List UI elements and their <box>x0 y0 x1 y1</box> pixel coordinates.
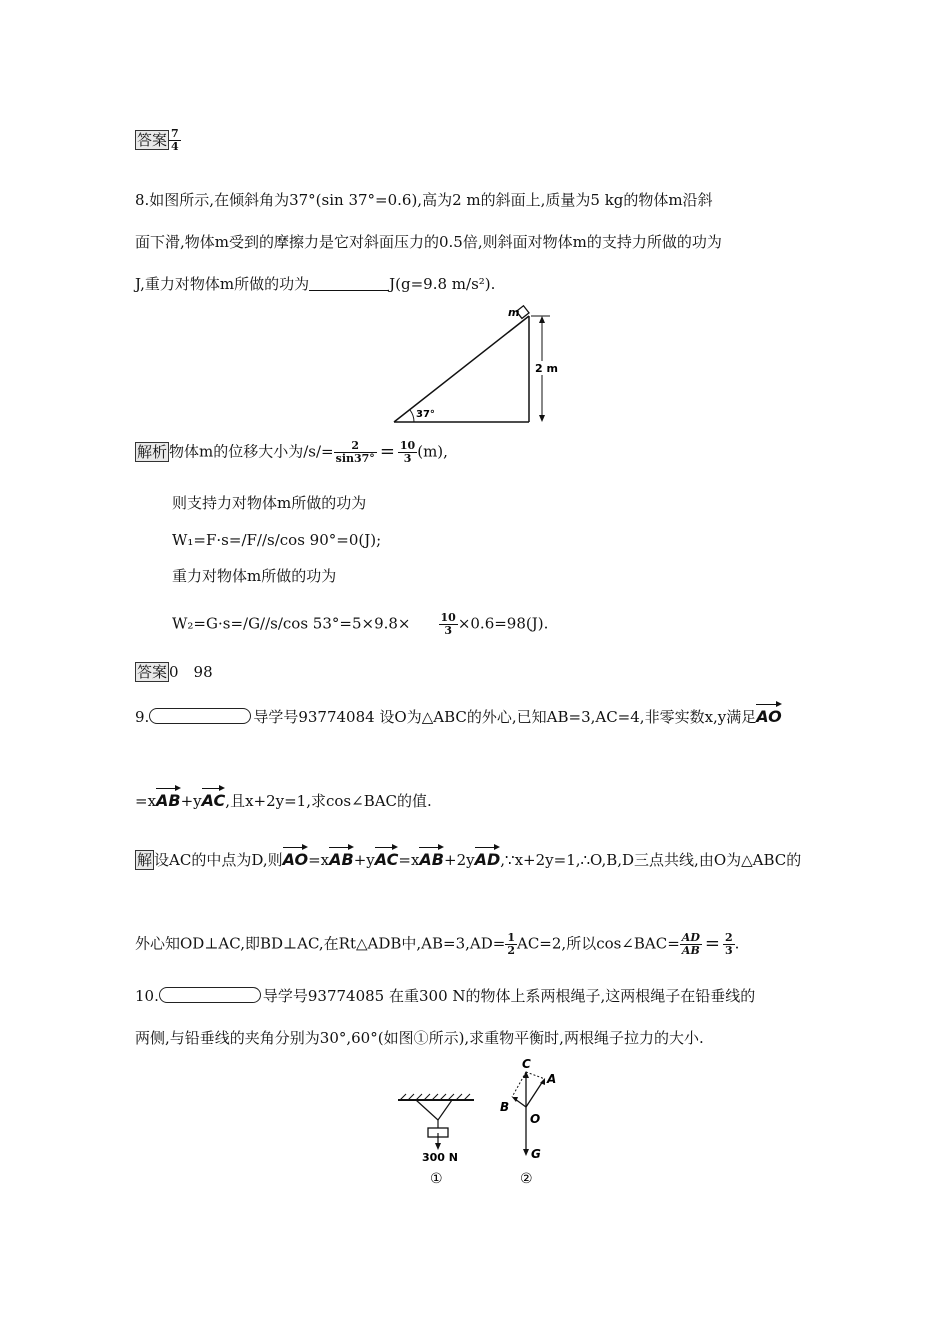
weight-arrow-head <box>435 1143 441 1150</box>
fraction-2-sin37 <box>334 440 377 465</box>
answer-fraction <box>169 128 181 153</box>
incline-slope <box>394 316 529 422</box>
arrow-G-head <box>523 1149 529 1156</box>
q8-line3-a: J,重力对物体m所做的功为 <box>135 275 310 293</box>
answer-7 <box>135 128 181 153</box>
solution-label: 解 <box>137 851 153 869</box>
fraction-num: 10 <box>399 439 416 452</box>
answer-label: 答案 <box>137 663 168 681</box>
plus-y: +y <box>180 792 202 810</box>
vector-AC: AC <box>375 846 399 870</box>
plus-y: +y <box>353 851 375 869</box>
fraction-10-3 <box>439 612 458 637</box>
q8-line3 <box>135 274 495 294</box>
sol8-line3: W₁=F·s=/F//s/cos 90°=0(J); <box>172 531 382 549</box>
label-B: B <box>500 1100 510 1114</box>
vector-AO: AO <box>283 846 309 870</box>
vector-AB: AB <box>156 787 181 811</box>
label-G: G <box>531 1147 541 1161</box>
figure-2 <box>500 1057 556 1187</box>
fraction-den: 3 <box>444 624 452 637</box>
figure-1-caption: ① <box>430 1171 443 1187</box>
sol8-line4: 重力对物体m所做的功为 <box>172 567 337 585</box>
equals-sign: = <box>379 440 395 462</box>
sol8-line5-a: W₂=G·s=/G//s/cos 53°=5×9.8× <box>172 614 411 633</box>
sol9-line1 <box>135 846 801 870</box>
period: . <box>734 934 740 953</box>
fraction-num: 1 <box>507 931 515 944</box>
dash-CB <box>512 1072 526 1097</box>
fraction-den: AB <box>681 944 700 957</box>
figure-2-caption: ② <box>520 1171 533 1187</box>
fraction-num: 7 <box>171 127 179 140</box>
eq-x: =x <box>135 792 157 810</box>
fraction-10-3 <box>398 440 417 465</box>
rope-figures <box>390 1055 570 1195</box>
q10-number: 10. <box>135 987 159 1005</box>
equals-sign: = <box>704 932 720 954</box>
eq-x: =x <box>308 851 330 869</box>
fraction-2-3 <box>723 932 735 957</box>
q8-line1: 8.如图所示,在倾斜角为37°(sin 37°=0.6),高为2 m的斜面上,质量为5 kg的物体m沿斜 <box>135 191 713 209</box>
eq-x: =x <box>398 851 420 869</box>
label-O: O <box>530 1112 541 1126</box>
fraction-den: 3 <box>403 452 412 465</box>
sol8-line5 <box>172 612 548 637</box>
rope-left <box>416 1100 438 1120</box>
plus-2y: +2y <box>444 851 475 869</box>
sol8-line1-b: (m), <box>417 442 448 461</box>
rope-right <box>438 1100 452 1120</box>
q9-line1-text: 导学号93774084 设O为△ABC的外心,已知AB=3,AC=4,非零实数x,y满足 <box>253 708 757 726</box>
fraction-den: 3 <box>724 944 733 957</box>
label-A: A <box>547 1072 557 1086</box>
vector-AB: AB <box>329 846 354 870</box>
fraction-den: sin37° <box>335 452 375 465</box>
q10-line1-text: 导学号93774085 在重300 N的物体上系两根绳子,这两根绳子在铅垂线的 <box>262 987 756 1005</box>
q10-line1 <box>135 986 755 1006</box>
mass-label: m <box>508 306 520 319</box>
answer-label: 答案 <box>137 130 168 149</box>
answer-blank <box>309 276 389 291</box>
sol8-line2: 则支持力对物体m所做的功为 <box>172 494 367 512</box>
sol8-line1 <box>135 440 448 465</box>
sol8-line1-a: 物体m的位移大小为/s/= <box>169 442 334 461</box>
fraction-1-2 <box>505 932 517 957</box>
incline-figure <box>380 300 580 430</box>
fraction-num: 10 <box>440 611 456 624</box>
figure-1 <box>398 1094 474 1187</box>
fraction-num: AD <box>681 931 700 944</box>
vector-AC: AC <box>202 787 226 811</box>
solution-label: 解析 <box>137 442 168 461</box>
angle-arc <box>410 410 414 422</box>
angle-label: 37° <box>416 409 435 420</box>
tag-pill <box>159 987 261 1003</box>
label-C: C <box>522 1057 531 1071</box>
sol8-line5-b: ×0.6=98(J). <box>457 614 549 633</box>
vector-AB: AB <box>419 846 444 870</box>
tag-pill <box>149 708 251 724</box>
vector-AO: AO <box>756 703 782 727</box>
arrow-down-head <box>539 415 545 422</box>
q8-line2: 面下滑,物体m受到的摩擦力是它对斜面压力的0.5倍,则斜面对物体m的支持力所做的功为 <box>135 233 722 251</box>
height-label: 2 m <box>535 362 558 375</box>
vector-OA <box>526 1081 543 1107</box>
sol9-line2-b: AC=2,所以cos∠BAC= <box>517 934 680 953</box>
answer-text: 0 98 <box>169 663 213 681</box>
q9-line2-tail: ,且x+2y=1,求cos∠BAC的值. <box>225 792 432 810</box>
fraction-num: 2 <box>334 440 377 453</box>
q10-line2: 两侧,与铅垂线的夹角分别为30°,60°(如图①所示),求重物平衡时,两根绳子拉力的大小. <box>135 1029 704 1047</box>
vector-AD: AD <box>475 846 501 870</box>
fraction-ad-ab <box>680 932 702 957</box>
q9-line1 <box>135 703 782 727</box>
q8-line3-b: J(g=9.8 m/s²). <box>389 275 496 293</box>
sol9-line1-a: 设AC的中点为D,则 <box>154 851 283 869</box>
arrow-up-head <box>539 316 545 323</box>
weight-label: 300 N <box>422 1151 458 1164</box>
answer-8 <box>135 662 213 682</box>
sol9-line1-b: ,∵x+2y=1,∴O,B,D三点共线,由O为△ABC的 <box>500 851 802 869</box>
q9-line2 <box>135 787 432 811</box>
fraction-den: 2 <box>507 944 515 957</box>
fraction-den: 4 <box>171 140 179 153</box>
q9-number: 9. <box>135 708 150 726</box>
sol9-line2 <box>135 932 739 957</box>
fraction-num: 2 <box>724 931 733 944</box>
sol9-line2-a: 外心知OD⊥AC,即BD⊥AC,在Rt△ADB中,AB=3,AD= <box>135 934 506 953</box>
